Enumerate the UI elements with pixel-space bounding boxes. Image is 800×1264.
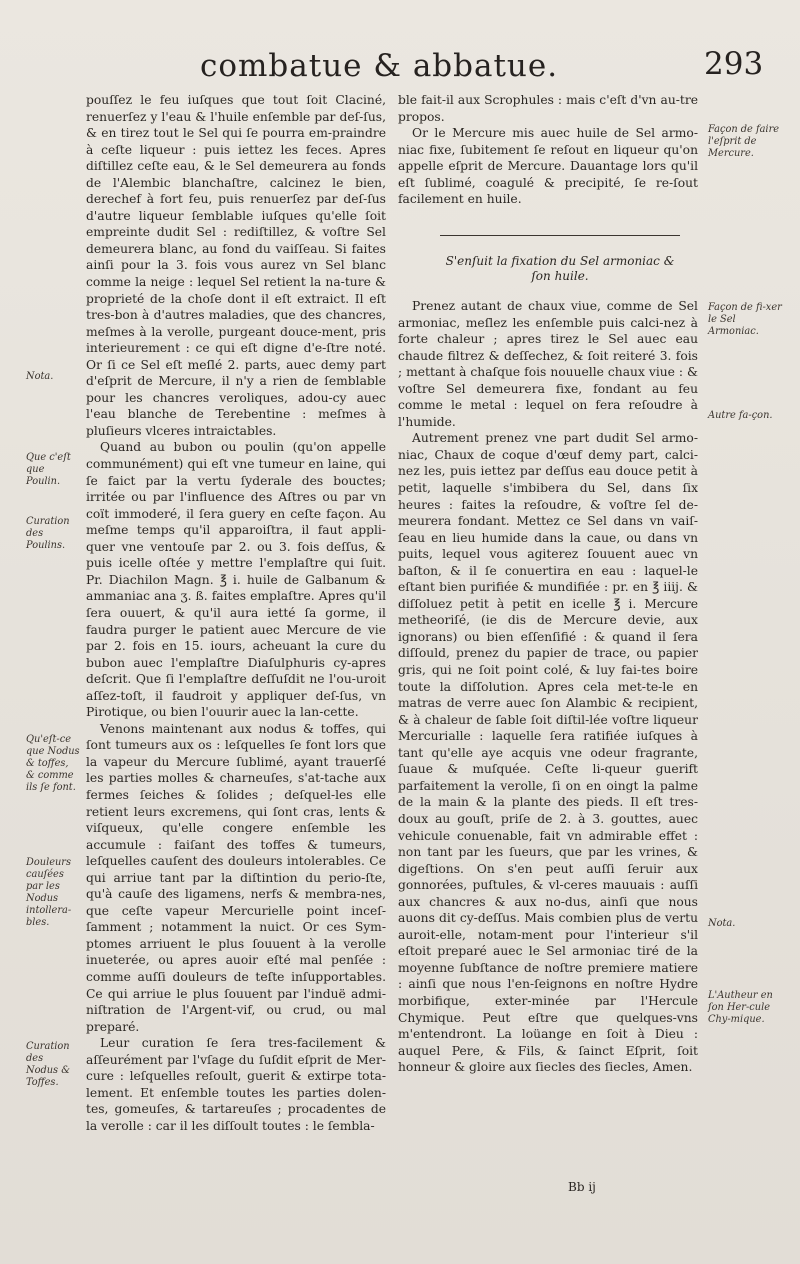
right-column-top <box>398 92 698 208</box>
left-paragraph-4: Leur curation ſe ſera tres-facilement & aſſeurément par l'vſage du ſuſdit eſprit de Mer-cure : leſquelles reſoult, guerit & extirpe tota-lement. Et enſemble toutes les parties dolen-tes, gomeuſes, & tartareuſes ; procadentes de la verolle : car il les diſſoult toutes : le ſembla- <box>86 1036 386 1133</box>
section-heading: S'enſuit la fixation du Sel armoniac & ſon huile. <box>445 254 675 283</box>
margin-note-nodus: Qu'eſt-ce que Nodus & toffes, & comme ils ſe font. <box>26 734 80 793</box>
left-column <box>86 92 386 1134</box>
signature-mark: Bb ij <box>568 1180 596 1194</box>
margin-note-autre-facon: Autre fa-çon. <box>708 410 773 421</box>
margin-note-poulin: Que c'eſt que Poulin. <box>26 452 71 487</box>
margin-note-facon-fixer: Façon de fi-xer le Sel Armoniac. <box>708 302 782 337</box>
margin-note-autheur: L'Autheur en ſon Her-cule Chy-mique. <box>708 990 773 1025</box>
margin-note-curation-poulins: Curation des Poulins. <box>26 516 70 551</box>
right-paragraph-4: Autrement prenez vne part dudit Sel armo-niac, Chaux de coque d'œuf demy part, calci-nez les, puis iettez par deſſus eau douce petit à petit, laquelle s'imbibera du Sel, dans ſix heures : faites la reſoudre, & voſtre ſel de-meurera fondant. Mettez ce Sel dans vn vaiſ-ſeau en lieu humide dans la caue, ou dans vn puits, lequel vous agiterez ſouuent auec vn baſton, & il ſe conuertira en eau : laquel-le eſtant bien purifiée & mundifiée : pr. en ℥ iiij. & diſſoluez petit à petit en icelle ℥ i. Mercure metheoriſé, (ie dis de Mercure devie, aux ignorans) ou bien eſſenſifié : & quand il ſera diſſould, prenez du papier de trace, ou papier gris, qui ne ſoit point colé, & luy fai-tes boire toute la diſſolution. Apres cela met-te-le en matras de verre auec ſon Alambic & recipient, & à chaleur de ſable ſoit diſtil-lée voſtre liqueur Mercurialle : laquelle ſera ratifiée iuſques à tant qu'elle aye acquis vne odeur fragrante, ſuaue & muſquée. Ceſte li-queur guerift parfaitement la verolle, ſi on en oingt la palme de la main & la plante des pieds. Il eſt tres-doux au gouſt, priſe de 2. à 3. gouttes, auec vehicule conuenable, fait vn admirable effet : non tant par les ſueurs, que par les vrines, & digeſtions. On s'en peut auſſi ſeruir aux gonnorées, puſtules, & vl-ceres mauuais : auſſi aux chancres & aux no-dus, ainſi que nous auons dit cy-deſſus. Mais combien plus de vertu auroit-elle, notam-ment pour l'interieur s'il eſtoit preparé auec le Sel armoniac tiré de la moyenne ſubſtance de noſtre premiere matiere : ainſi que nous l'en-ſeignons en noſtre Hydre morbifique, exter-minée par l'Hercule Chymique. Peut eſtre que quelques-vns m'entendront. La loüange en ſoit à Dieu : auquel Pere, & Fils, & ſainct Eſprit, ſoit honneur & gloire aux ſiecles des ſiecles, Amen. <box>398 431 698 1075</box>
margin-note-nota-right: Nota. <box>708 918 736 929</box>
margin-note-curation-nodus: Curation des Nodus & Toffes. <box>26 1041 70 1088</box>
margin-note-douleurs: Douleurs cauſées par les Nodus intollera-bles. <box>26 857 72 928</box>
right-paragraph-2: Or le Mercure mis auec huile de Sel armo-niac fixe, ſubitement ſe reſout en liqueur qu'on appelle eſprit de Mercure. Dauantage lors qu'il eſt ſublimé, coagulé & precipité, ſe re-ſout facilement en huile. <box>398 126 698 207</box>
right-column-bottom <box>398 298 698 1076</box>
margin-note-facon-esprit: Façon de faire l'eſprit de Mercure. <box>708 124 780 159</box>
page-number: 293 <box>704 46 764 82</box>
section-rule <box>440 235 680 236</box>
left-paragraph-2: Quand au bubon ou poulin (qu'on appelle communément) qui eſt vne tumeur en laine, qui ſe faict par la vertu ſyderale des bouctes; irritée ou par l'influence des Aſtres ou par vn coït immoderé, il ſera guery en ceſte façon. Au meſme temps qu'il apparoiſtra, il faut appli-quer vne ventouſe par 2. ou 3. fois deſſus, & puis icelle oſtée y mettre l'emplaſtre qui ſuit. Pr. Diachilon Magn. ℥ i. huile de Galbanum & ammaniac ana ʒ. ß. faites emplaſtre. Apres qu'il ſera ouuert, & qu'il aura ietté ſa gorme, il faudra purger le patient auec Mercure de vie par 2. fois en 15. iours, acheuant la cure du bubon auec l'emplaſtre Diaſulphuris cy-apres deſcrit. Que ſi l'emplaſtre deſſuſdit ne l'ou-uroit aſſez-toſt, il faudroit y appliquer deſ-ſus, vn Pirotique, ou bien l'ouurir auec la lan-cette. <box>86 440 386 720</box>
running-title: combatue & abbatue. <box>200 48 559 84</box>
right-paragraph-3: Prenez autant de chaux viue, comme de Sel armoniac, meſlez les enſemble puis calci-nez à forte chaleur ; apres tirez le Sel auec eau chaude filtrez & deſſechez, & ſoit reiteré 3. fois ; mettant à chaſque fois nouuelle chaux viue : & voſtre Sel demeurera fixe, fondant au feu comme le metal : lequel on fera reſoudre à l'humide. <box>398 299 698 429</box>
right-paragraph-1: ble fait-il aux Scrophules : mais c'eſt d'vn au-tre propos. <box>398 93 698 124</box>
left-paragraph-1: pouſſez le feu iuſques que tout ſoit Claciné, renuerſez y l'eau & l'huile enſemble par deſ-ſus, & en tirez tout le Sel qui ſe pourra em-praindre à ceſte liqueur : puis iettez les feces. Apres diſtillez ceſte eau, & le Sel demeurera au fonds de l'Alembic blanchaſtre, calcinez le bien, derechef à fort feu, puis renuerſez par deſ-ſus d'autre liqueur ſemblable iuſques qu'elle ſoit empreinte dudit Sel : rediſtillez, & voſtre Sel demeurera blanc, au fond du vaiſſeau. Si faites ainſi pour la 3. fois vous aurez vn Sel blanc comme la neige : lequel Sel retient la na-ture & proprieté de la choſe dont il eſt extraict. Il eſt tres-bon à d'autres maladies, que des chancres, meſmes à la verolle, purgeant douce-ment, pris interieurement : ce qui eſt digne d'e-ſtre noté. Or ſi ce Sel eſt meſlé 2. parts, auec demy part d'eſprit de Mercure, il n'y a rien de ſemblable pour les chancres veroliques, adou-cy auec l'eau blanche de Terebentine : meſmes à pluſieurs vlceres intraictables. <box>86 93 386 438</box>
left-paragraph-3: Venons maintenant aux nodus & toffes, qui ſont tumeurs aux os : leſquelles ſe font lors que la vapeur du Mercure ſublimé, ayant trauerſé les parties molles & charneuſes, s'at-tache aux fermes ſeiches & ſolides ; deſquel-les elle retient leurs excremens, qui ſont cras, lents & viſqueux, qu'elle congere enſemble les accumule : faiſant des toffes & tumeurs, leſquelles cauſent des douleurs intolerables. Ce qui arriue tant par la diſtintion du perio-ſte, qu'à cauſe des ligamens, nerfs & membra-nes, que ceſte vapeur Mercurielle point inceſ-ſamment ; notamment la nuict. Or ces Sym-ptomes arriuent le plus ſouuent à la verolle inueterée, ou apres auoir eſté mal penſée : comme auſſi douleurs de teſte inſupportables. Ce qui arriue le plus ſouuent par l'induë admi-niſtration de l'Argent-vif, ou crud, ou mal preparé. <box>86 721 386 1034</box>
margin-note-nota-left: Nota. <box>26 371 54 382</box>
